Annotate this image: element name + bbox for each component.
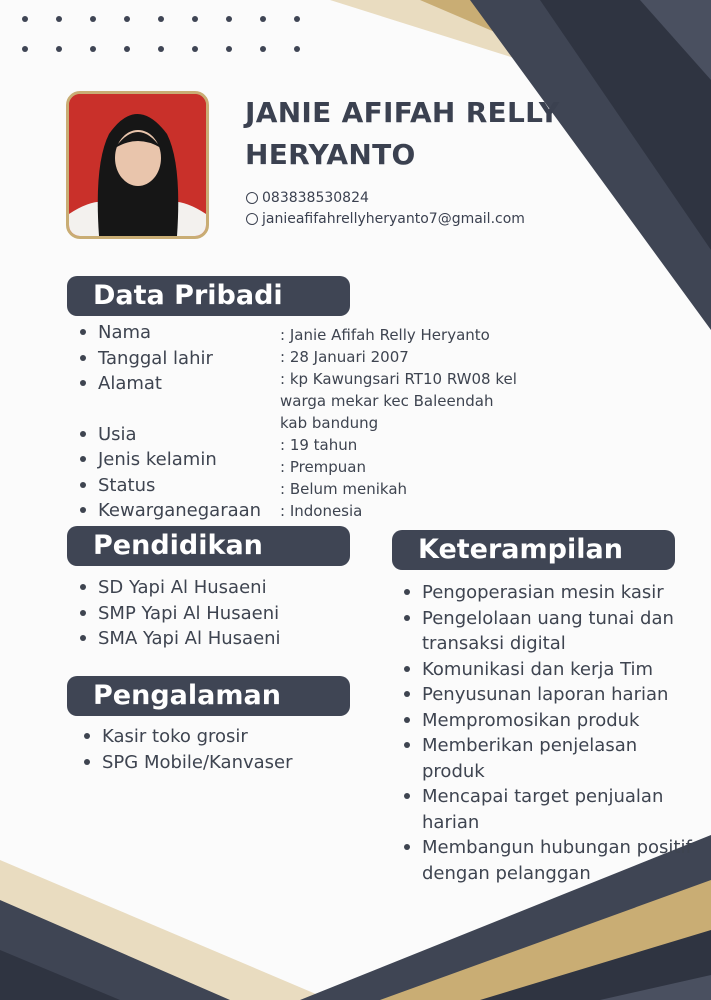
pendidikan-list [78,575,358,652]
phone-icon [246,192,258,204]
data-pribadi-labels [78,320,278,524]
phone-contact [246,190,369,206]
list-item: SPG Mobile/Kanvaser [82,750,362,776]
list-item: Alamat [78,371,278,397]
list-item: Memberikan penjelasan produk [402,733,702,784]
value-status: : Belum menikah [280,480,408,498]
value-tanggal-lahir: : 28 Januari 2007 [280,348,409,366]
section-title-data-pribadi: Data Pribadi [67,276,350,316]
list-item: Jenis kelamin [78,447,278,473]
list-item: Kewarganegaraan [78,498,278,524]
value-nama: : Janie Afifah Relly Heryanto [280,326,490,344]
data-pribadi-values [280,324,530,522]
list-item: SD Yapi Al Husaeni [78,575,358,601]
profile-photo [66,91,209,239]
list-item: Membangun hubungan positif dengan pelanggan [402,835,711,886]
list-item: Kasir toko grosir [82,724,362,750]
list-item: Nama [78,320,278,346]
value-usia: : 19 tahun [280,436,358,454]
section-title-pengalaman: Pengalaman [67,676,350,716]
list-item: SMA Yapi Al Husaeni [78,626,358,652]
email-contact [246,211,525,227]
section-title-pendidikan: Pendidikan [67,526,350,566]
phone-number: 083838530824 [262,190,369,206]
pengalaman-list [82,724,362,775]
value-kewarganegaraan: : Indonesia [280,502,363,520]
section-title-keterampilan: Keterampilan [392,530,675,570]
list-item: Tanggal lahir [78,346,278,372]
value-jenis-kelamin: : Prempuan [280,458,367,476]
value-alamat: : kp Kawungsari RT10 RW08 kel warga mekar kec Baleendah kab bandung [280,370,517,432]
list-item: Status [78,473,278,499]
list-item: Komunikasi dan kerja Tim [402,657,702,683]
email-address: janieafifahrellyheryanto7@gmail.com [262,211,525,227]
full-name: JANIE AFIFAH RELLY HERYANTO [245,96,560,171]
list-item: Penyusunan laporan harian [402,682,702,708]
list-item: Mencapai target penjualan harian [402,784,692,835]
list-item: SMP Yapi Al Husaeni [78,601,358,627]
email-icon [246,213,258,225]
keterampilan-list [402,580,702,886]
list-item: Pengelolaan uang tunai dan transaksi digital [402,606,682,657]
list-item: Usia [78,422,278,448]
list-item: Pengoperasian mesin kasir [402,580,702,606]
list-item: Mempromosikan produk [402,708,702,734]
